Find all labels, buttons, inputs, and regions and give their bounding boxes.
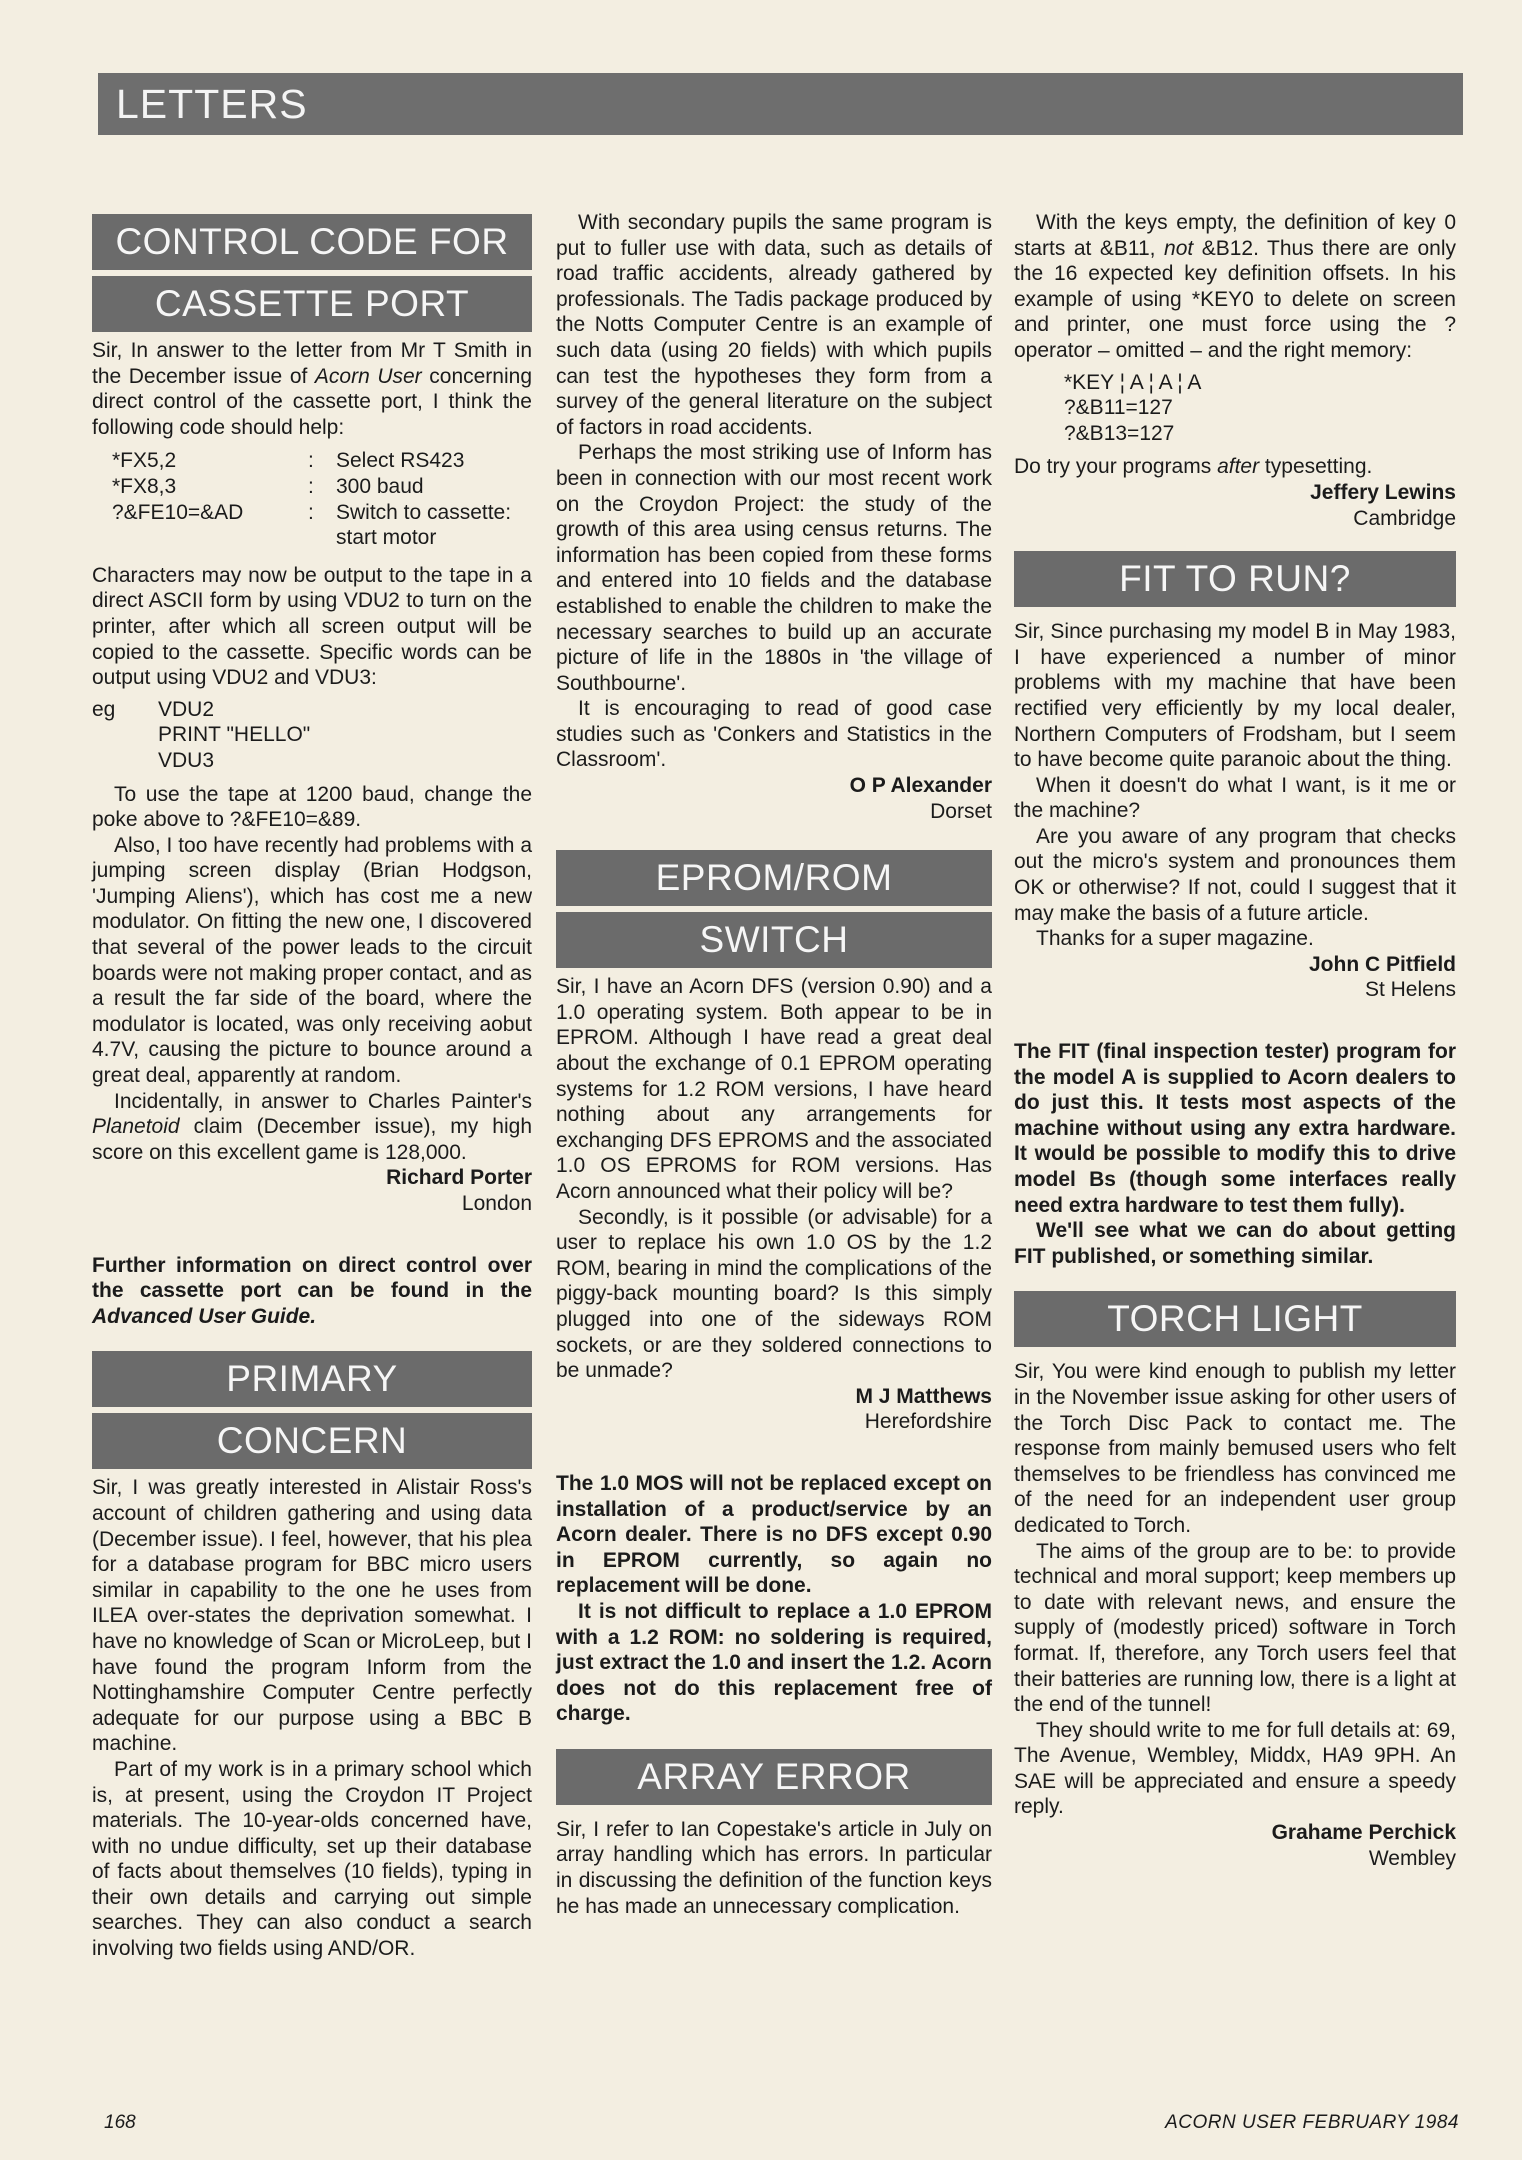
code-example [92, 697, 532, 774]
letter-heading: ARRAY ERROR [556, 1749, 992, 1805]
author-place: Herefordshire [864, 1410, 992, 1434]
letter-paragraph: Sir, In answer to the letter from Mr T Smith in the December issue of Acorn User concerning direct control of the cassette port, I think the following code should help: [92, 339, 532, 439]
editor-reply: It is not difficult to replace a 1.0 EPROM with a 1.2 ROM: no soldering is required, just extract the 1.0 and insert the 1.2. Acorn does not do this replacement free of charge. [556, 1599, 992, 1726]
letter-paragraph: Incidentally, in answer to Charles Painter's Planetoid claim (December issue), my high score on this excellent game is 128,000. [92, 1089, 532, 1164]
letter-signature [1014, 952, 1456, 1003]
letter-paragraph: It is encouraging to read of good case studies such as 'Conkers and Statistics in the Classroom'. [556, 697, 992, 772]
author-place: London [461, 1192, 532, 1215]
code-line: ?&B11=127 [1064, 396, 1173, 420]
letter-paragraph: With the keys empty, the definition of key 0 starts at &B11, not &B12. Thus there are only the 16 expected key definition offsets. In his example of using *KEY0 to delete on screen and printer, one must force using the ? operator – omitted – and the right memory: [1014, 211, 1456, 362]
letter-paragraph: Sir, I was greatly interested in Alistair Ross's account of children gathering and using data (December issue). I feel, however, that his plea for a database program for BBC micro users similar in capability to the one he uses from ILEA over-states the deprivation somewhat. I have no knowledge of Scan or MicroLeep, but I have found the program Inform from the Nottinghamshire Computer Centre perfectly adequate for our purpose using a BBC B machine. [92, 1476, 532, 1756]
letter-paragraph: When it doesn't do what I want, is it me or the machine? [1014, 773, 1456, 823]
letter-paragraph: To use the tape at 1200 baud, change the poke above to ?&FE10=&89. [92, 782, 532, 832]
letter-heading: PRIMARY [92, 1351, 532, 1407]
letter-heading: CONCERN [92, 1413, 532, 1469]
editor-reply: Further information on direct control over the cassette port can be found in the Advanced User Guide. [92, 1253, 532, 1328]
editor-reply: The FIT (final inspection tester) program for the model A is supplied to Acorn dealers to do just this. It tests most aspects of the machine without using any extra hardware. It would be possible to modify this to drive model Bs (though some interfaces really need extra hardware to test them fully). [1014, 1040, 1456, 1217]
section-banner [98, 73, 1463, 135]
letter-heading: EPROM/ROM [556, 850, 992, 906]
author-place: Cambridge [1353, 506, 1456, 530]
letter-paragraph: Characters may now be output to the tape in a direct ASCII form by using VDU2 to turn on the printer, after which all screen output will be copied to the cassette. Specific words can be output using VDU2 and VDU3: [92, 563, 532, 690]
author-place: Dorset [930, 799, 992, 823]
letter-paragraph: Thanks for a super magazine. [1036, 927, 1314, 951]
author-name: M J Matthews [855, 1384, 992, 1408]
letter-signature [556, 1384, 992, 1435]
letter-paragraph: Perhaps the most striking use of Inform has been in connection with our most recent work on the Croydon Project: the study of the growth of this area using census returns. The information has been copied from these forms and entered into 10 fields and the database established to enable the children to make the necessary searches to build up an accurate picture of life in the 1880s in 'the village of Southbourne'. [556, 441, 992, 695]
letter-paragraph: Part of my work is in a primary school which is, at present, using the Croydon IT Project materials. The 10-year-olds concerned have, with no undue difficulty, set up their database of facts about themselves (10 fields), typing in their own details and carrying out simple searches. They can also conduct a search involving two fields using AND/OR. [92, 1757, 532, 1961]
column-3 [1014, 210, 1456, 1871]
author-place: St Helens [1364, 978, 1456, 1002]
author-name: Jeffery Lewins [1310, 480, 1456, 504]
letter-signature [92, 1165, 532, 1216]
letter-heading: FIT TO RUN? [1014, 551, 1456, 607]
code-line: VDU2 [158, 697, 215, 721]
code-row: *FX8,3 : 300 baud [112, 474, 424, 498]
example-label: eg [92, 697, 116, 721]
code-row: ?&FE10=&AD : Switch to cassette: start motor [112, 500, 512, 550]
code-listing [1064, 370, 1456, 447]
letter-signature [1014, 1820, 1456, 1871]
editor-reply: The 1.0 MOS will not be replaced except on installation of a product/service by an Acorn dealer. There is no DFS except 0.90 in EPROM currently, so again no replacement will be done. [556, 1471, 992, 1598]
code-line: ?&B13=127 [1064, 421, 1175, 445]
letter-signature [1014, 480, 1456, 531]
code-listing [112, 448, 532, 550]
column-2 [556, 210, 992, 1919]
letter-paragraph: The aims of the group are to be: to provide technical and moral support; keep members up to date with relevant news, and ensure the supply of (modestly priced) software in Torch format. If, therefore, any Torch users feel that their batteries are running low, there is a light at the end of the tunnel! [1014, 1539, 1456, 1717]
page-number: 168 [104, 2112, 136, 2133]
letter-signature [556, 773, 992, 824]
letter-paragraph: Sir, Since purchasing my model B in May 1983, I have experienced a number of minor problems with my machine that have been rectified very efficiently by my local dealer, Northern Computers of Frodsham, but I seem to have become quite paranoic about the thing. [1014, 620, 1456, 772]
code-line: *KEY ¦ A ¦ A ¦ A [1064, 370, 1202, 394]
author-name: Grahame Perchick [1271, 1821, 1456, 1845]
letter-paragraph: Sir, I have an Acorn DFS (version 0.90) and a 1.0 operating system. Both appear to be in EPROM. Although I have read a great deal about the exchange of 0.1 EPROM operating systems for 1.2 ROM versions, I have heard nothing about any arrangements for exchanging DFS EPROMS and the associated 1.0 OS EPROMS for ROM versions. Has Acorn announced what their policy will be? [556, 975, 992, 1203]
author-name: John C Pitfield [1309, 952, 1456, 976]
magazine-issue: ACORN USER FEBRUARY 1984 [1165, 2112, 1459, 2133]
letter-paragraph: Sir, I refer to Ian Copestake's article in July on array handling which has errors. In particular in discussing the definition of the function keys he has made an unnecessary complication. [556, 1817, 992, 1918]
letter-paragraph: Are you aware of any program that checks out the micro's system and pronounces them OK or otherwise? If not, could I suggest that it may make the basis of a future article. [1014, 824, 1456, 925]
letter-paragraph: Sir, You were kind enough to publish my letter in the November issue asking for other users of the Torch Disc Pack to contact me. The response from mainly bemused users who felt themselves to be friendless has convinced me of the need for an independent user group dedicated to Torch. [1014, 1360, 1456, 1537]
letter-heading: TORCH LIGHT [1014, 1291, 1456, 1347]
author-name: Richard Porter [386, 1166, 532, 1190]
letter-heading: SWITCH [556, 912, 992, 968]
column-1 [92, 210, 532, 1962]
letter-paragraph: Do try your programs after typesetting. [1014, 455, 1373, 479]
letter-heading: CASSETTE PORT [92, 276, 532, 332]
letter-heading: CONTROL CODE FOR [92, 214, 532, 270]
letter-paragraph: They should write to me for full details at: 69, The Avenue, Wembley, Middx, HA9 9PH. An SAE will be appreciated and ensure a speedy reply. [1014, 1718, 1456, 1819]
code-line: PRINT "HELLO" [158, 723, 311, 747]
author-place: Wembley [1368, 1846, 1456, 1870]
editor-reply: We'll see what we can do about getting FIT published, or something similar. [1014, 1219, 1456, 1268]
letter-paragraph: Also, I too have recently had problems with a jumping screen display (Brian Hodgson, 'Jumping Aliens'), which has cost me a new modulator. On fitting the new one, I discovered that several of the power leads to the circuit boards were not making proper contact, and as a result the far side of the board, where the modulator is located, was only receiving aobut 4.7V, causing the picture to bounce around a great deal, apparently at random. [92, 833, 532, 1088]
author-name: O P Alexander [849, 774, 992, 798]
letter-paragraph: With secondary pupils the same program is put to fuller use with data, such as details of road traffic accidents, already gathered by professionals. The Tadis package produced by the Notts Computer Centre is an example of such data (using 20 fields) with which pupils can test the hypotheses they form from a survey of the general literature on the subject of factors in road accidents. [556, 211, 992, 439]
code-line: VDU3 [158, 748, 215, 772]
section-title: LETTERS [116, 81, 308, 127]
code-row: *FX5,2 : Select RS423 [112, 449, 465, 473]
letter-paragraph: Secondly, is it possible (or advisable) for a user to replace his own 1.0 OS by the 1.2 ROM, bearing in mind the complications of the piggy-back mounting board? Is this simply plugged into one of the sideways ROM sockets, or are they soldered connections to be unmade? [556, 1205, 992, 1383]
